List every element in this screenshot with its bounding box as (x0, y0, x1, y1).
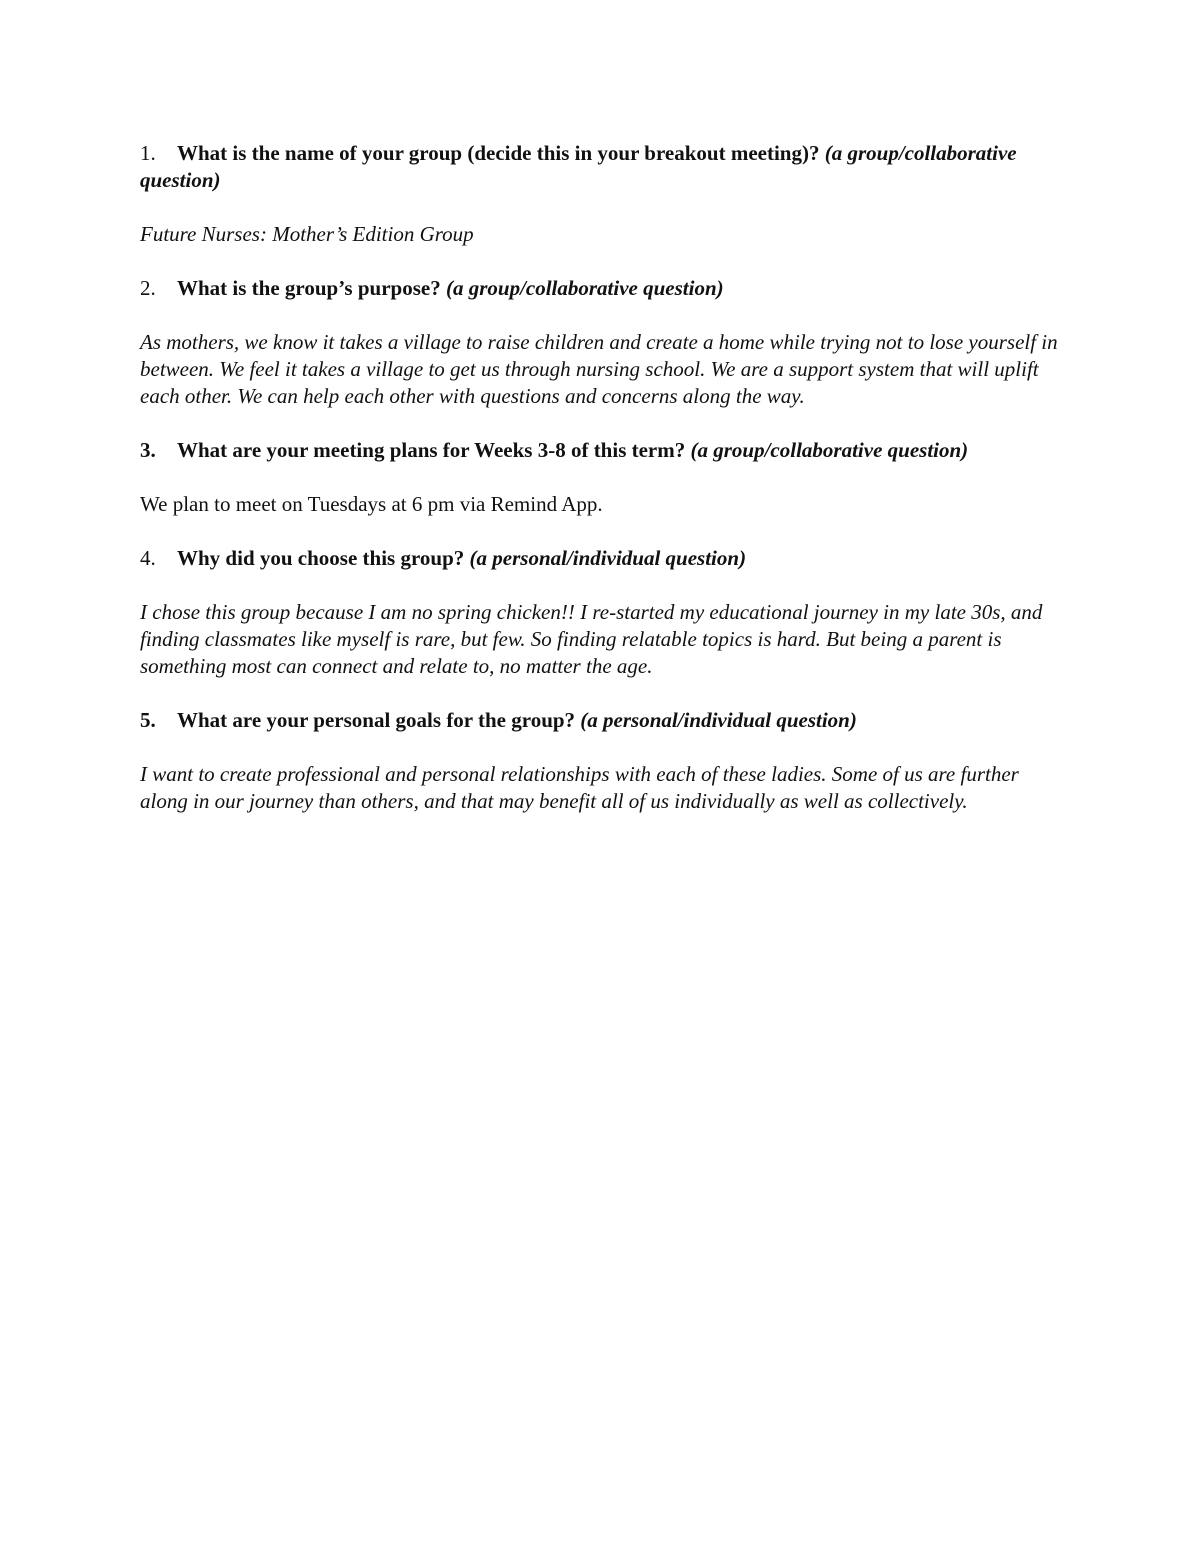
question-text: What is the name of your group (decide this in your breakout meeting)? (177, 141, 820, 165)
question-number: 5. (140, 708, 156, 732)
question-number: 1. (140, 141, 156, 165)
question-5 (140, 707, 1070, 734)
answer-4: I chose this group because I am no spring chicken!! I re-started my educational journey in my late 30s, and finding classmates like myself is rare, but few. So finding relatable topics is hard. But being a parent is something most can connect and relate to, no matter the age. (140, 600, 1043, 678)
question-note: (a group/collaborative question) (690, 438, 969, 462)
question-note: (a personal/individual question) (580, 708, 857, 732)
question-2 (140, 275, 1070, 302)
question-4 (140, 545, 1070, 572)
answer-2: As mothers, we know it takes a village to raise children and create a home while trying not to lose yourself in between. We feel it takes a village to get us through nursing school. We are a support system that will uplift each other. We can help each other with questions and concerns along the way. (140, 330, 1058, 408)
question-note: (a group/collaborative question) (445, 276, 724, 300)
question-note: (a group/collaborative question) (140, 141, 1017, 192)
question-number: 2. (140, 276, 156, 300)
question-1 (140, 140, 1070, 194)
document-page (140, 140, 1070, 842)
question-text: What are your personal goals for the group? (177, 708, 576, 732)
question-text: What is the group’s purpose? (177, 276, 441, 300)
answer-5: I want to create professional and personal relationships with each of these ladies. Some of us are further along in our journey than others, and that may benefit all of us individually as well as collectively. (140, 762, 1019, 813)
question-number: 3. (140, 438, 156, 462)
question-note: (a personal/individual question) (469, 546, 747, 570)
answer-1: Future Nurses: Mother’s Edition Group (140, 222, 474, 246)
question-text: What are your meeting plans for Weeks 3-8 of this term? (177, 438, 686, 462)
question-number: 4. (140, 546, 156, 570)
question-3 (140, 437, 1070, 464)
question-text: Why did you choose this group? (177, 546, 465, 570)
answer-3: We plan to meet on Tuesdays at 6 pm via Remind App. (140, 492, 603, 516)
